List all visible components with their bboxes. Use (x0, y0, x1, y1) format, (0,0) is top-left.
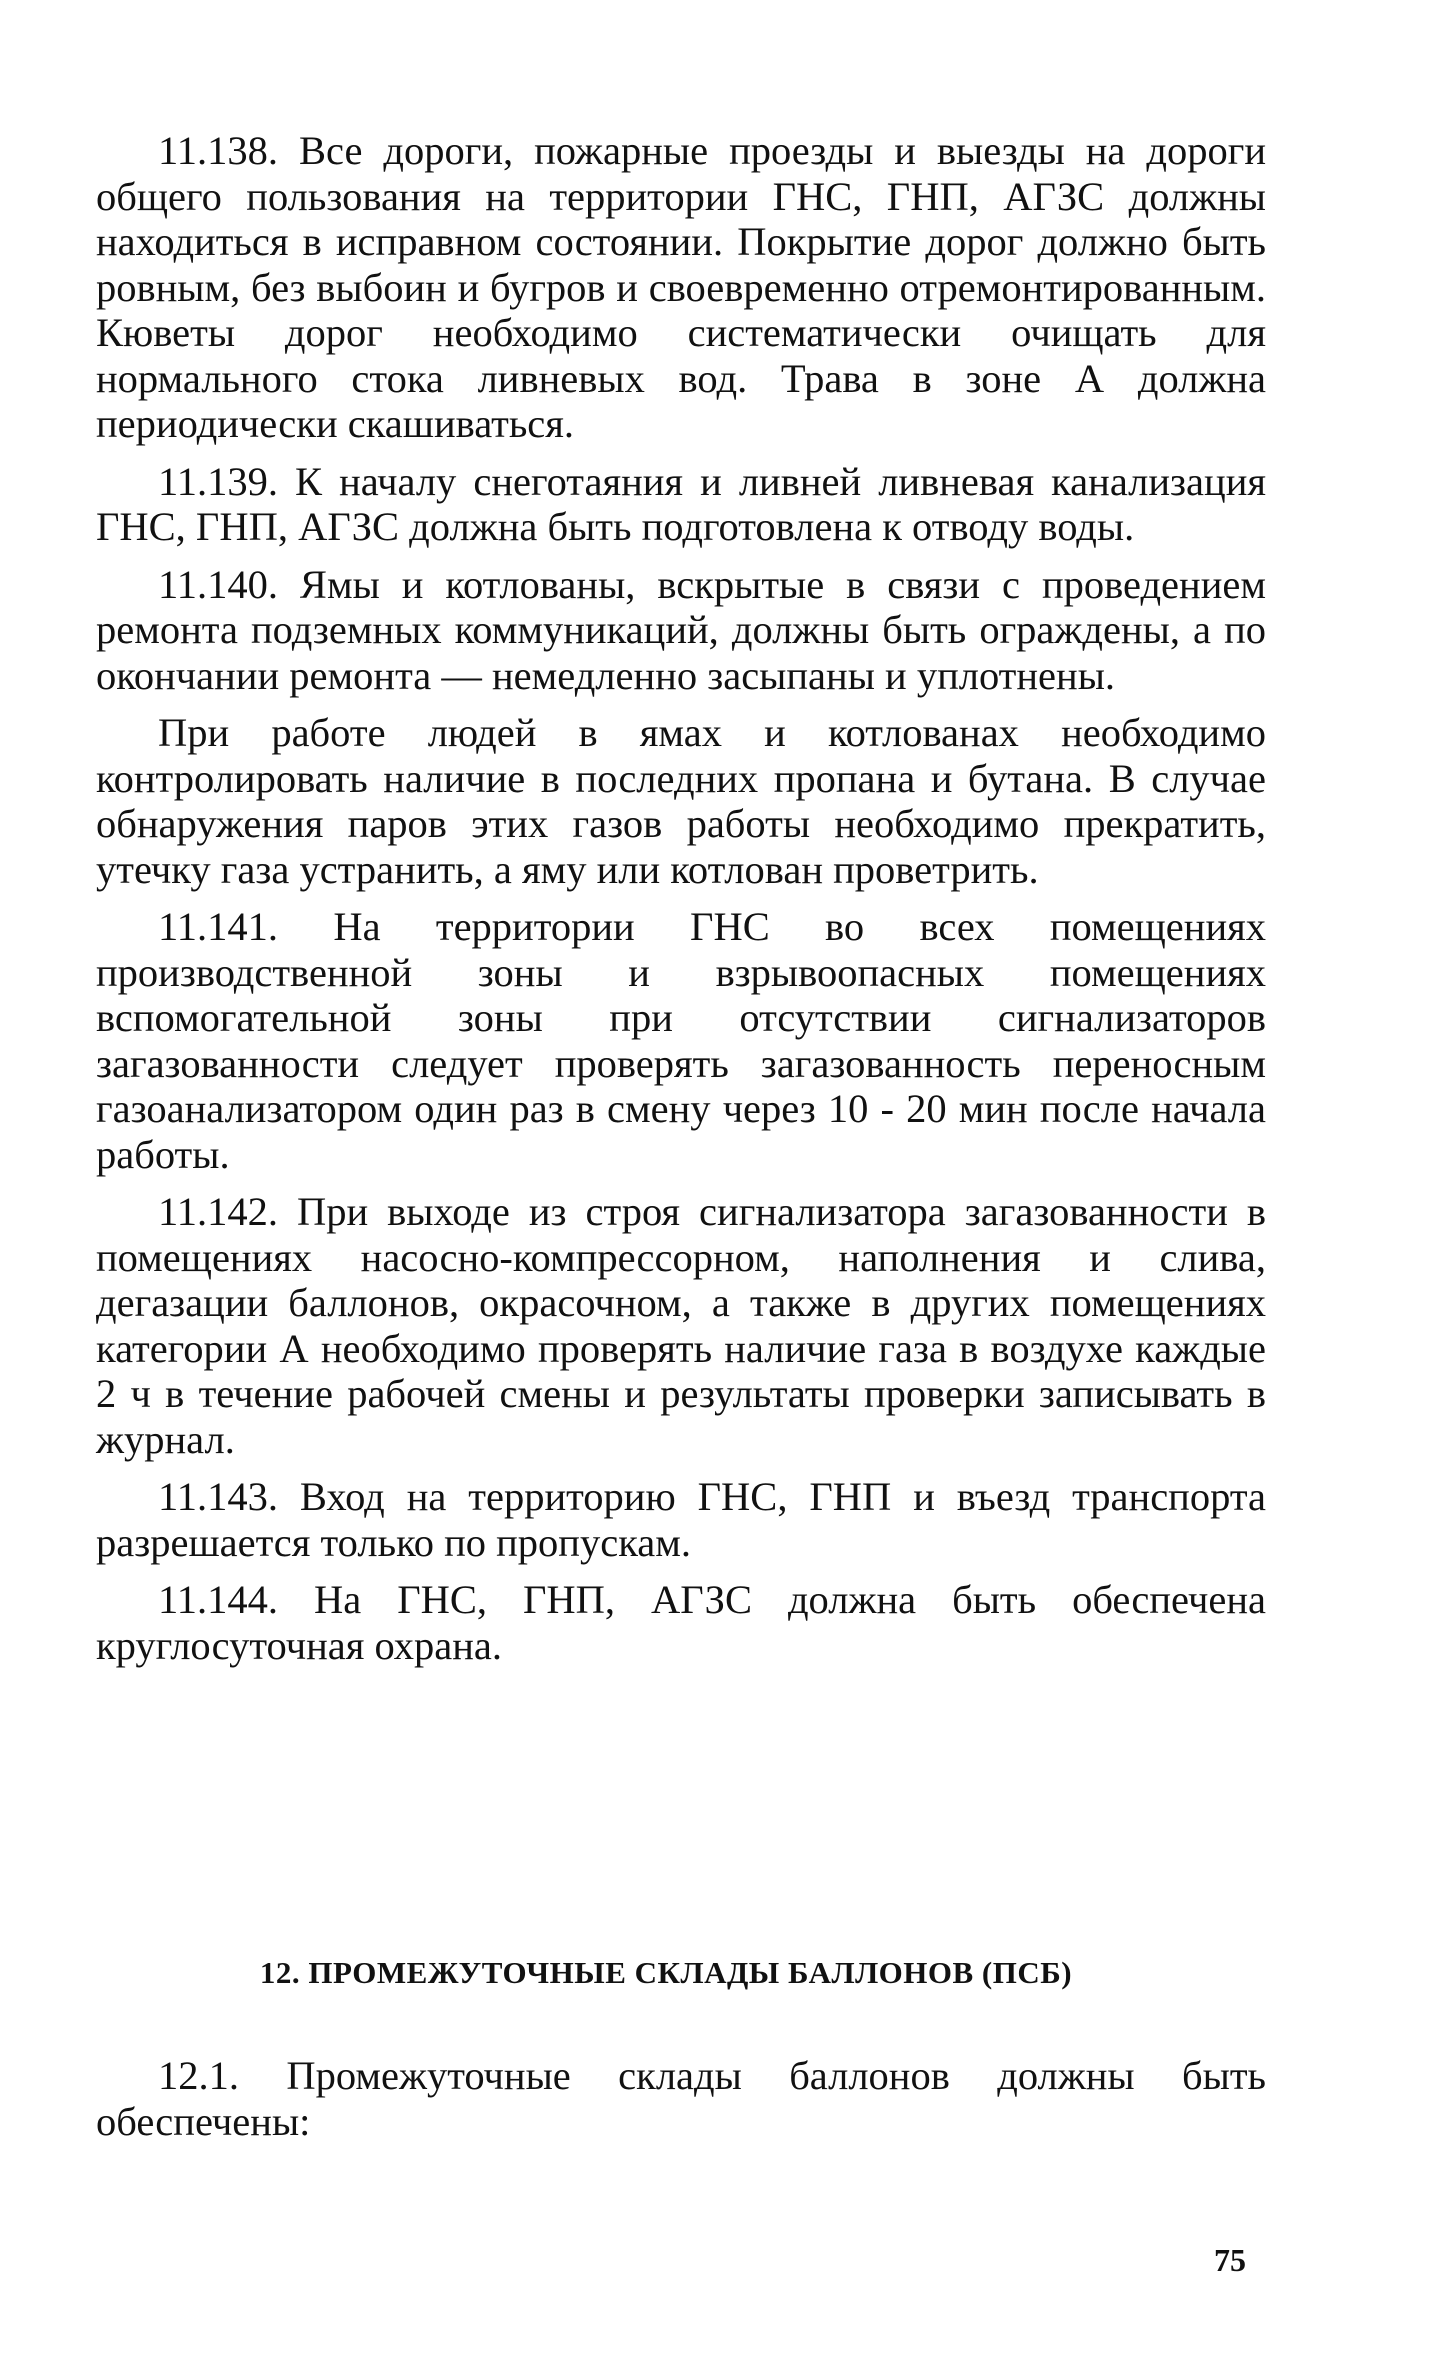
paragraph-11-138: 11.138. Все дороги, пожарные проезды и выезды на дороги общего пользования на территории ГНС, ГНП, АГЗС должны находиться в исправном состоянии. Покрытие дорог должно быть ровным, без выбоин и бугров и своевременно отремонтированным. Кюветы дорог необходимо систематически очищать для нормального стока ливневых вод. Трава в зоне А должна периодически скашиваться. (96, 128, 1266, 446)
section-heading: 12. ПРОМЕЖУТОЧНЫЕ СКЛАДЫ БАЛЛОНОВ (ПСБ) (259, 1955, 1073, 1990)
paragraph-11-144: 11.144. На ГНС, ГНП, АГЗС должна быть обеспечена круглосуточная охрана. (96, 1577, 1266, 1668)
document-body (96, 128, 1266, 1680)
paragraph-11-141: 11.141. На территории ГНС во всех помещениях производственной зоны и взрывоопасных помещениях вспомогательной зоны при отсутствии сигнализаторов загазованности следует проверять загазованность переносным газоанализатором один раз в смену через 10 - 20 мин после начала работы. (96, 904, 1266, 1177)
paragraph-11-139: 11.139. К началу снеготаяния и ливней ливневая канализация ГНС, ГНП, АГЗС должна быть подготовлена к отводу воды. (96, 458, 1266, 549)
paragraph-11-140: 11.140. Ямы и котлованы, вскрытые в связи с проведением ремонта подземных коммуникаций, должны быть ограждены, а по окончании ремонта — немедленно засыпаны и уплотнены. (96, 561, 1266, 698)
paragraph-11-143: 11.143. Вход на территорию ГНС, ГНП и въезд транспорта разрешается только по пропускам. (96, 1474, 1266, 1565)
paragraph-11-142: 11.142. При выходе из строя сигнализатора загазованности в помещениях насосно-компрессорном, наполнения и слива, дегазации баллонов, окрасочном, а также в других помещениях категории А необходимо проверять наличие газа в воздухе каждые 2 ч в течение рабочей смены и результаты проверки записывать в журнал. (96, 1189, 1266, 1462)
paragraph-11-140-continued: При работе людей в ямах и котлованах необходимо контролировать наличие в последних пропана и бутана. В случае обнаружения паров этих газов работы необходимо прекратить, утечку газа устранить, а яму или котлован проветрить. (96, 710, 1266, 892)
paragraph-12-1: 12.1. Промежуточные склады баллонов должны быть обеспечены: (96, 2053, 1266, 2144)
page-number: 75 (1214, 2242, 1246, 2278)
